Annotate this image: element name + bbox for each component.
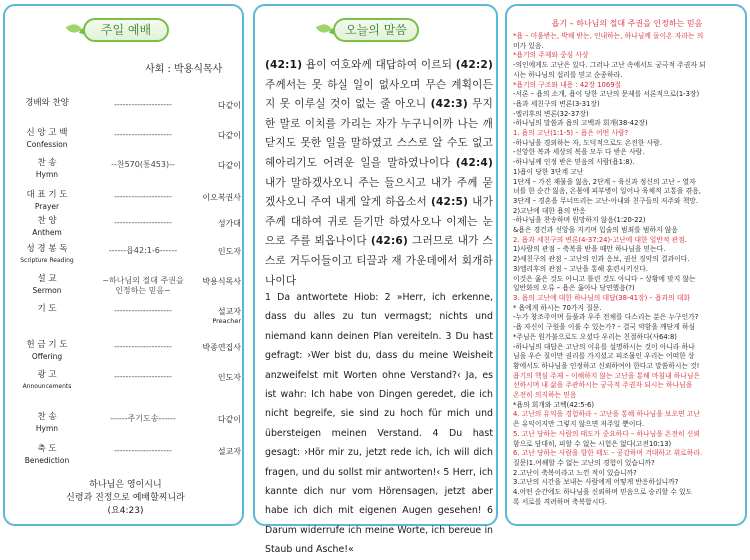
order-label-ko: 경배와 찬양 <box>25 98 69 108</box>
order-leader <box>199 192 241 203</box>
order-label <box>11 244 83 266</box>
notes-line: 3)엘리후의 관점 – 고난을 통해 훈련시키신다. <box>513 264 648 273</box>
order-label-ko: 광 고 <box>37 370 57 380</box>
verse-text: 그러므로 내가 스스로 거두어들이고 티끌과 재 가운데에서 회개하나이다 <box>265 235 493 287</box>
order-row <box>11 274 239 304</box>
order-leader <box>199 306 241 325</box>
order-label-en: Sermon <box>32 286 62 295</box>
order-detail-line: ------주기도송------ <box>110 414 176 423</box>
order-detail <box>89 246 197 256</box>
notes-line: -욥과 세친구의 변론(3-31장) <box>513 99 600 108</box>
order-leader <box>199 372 241 383</box>
order-leader-en: Preacher <box>212 317 241 325</box>
order-leader-name: 인도자 <box>217 247 241 256</box>
order-detail-line: ~하나님의 절대 주권을 <box>102 276 184 285</box>
notes-line: &욥은 경건과 신앙을 지키며 입술의 범죄를 범하지 않음 <box>513 226 678 235</box>
notes-line: 이것은 옳은 것도 아니고 틀린 것도 아니다 – 상황에 맞지 않는 <box>513 274 696 283</box>
notes-line: 함으로 담대히, 피할 수 없는 시험은 없다(고전10:13) <box>513 439 672 448</box>
notes-line: -하나님의 말씀과 욥의 고백과 회개(38-42장) <box>513 119 648 128</box>
notes-line: -엘리후의 변론(32-37장) <box>513 109 589 118</box>
order-label-ko: 성 경 봉 독 <box>26 244 68 254</box>
verse-text: 내가 말하겠사오니 주는 들으시고 내가 주께 묻겠사오니 주여 내게 알게 하옵소서 <box>265 176 493 209</box>
notes-line: 2)고난에 대한 욥의 반응 <box>513 206 586 215</box>
order-row <box>11 244 239 274</box>
order-label-en: Confession <box>26 140 68 149</box>
order-leader <box>199 276 241 287</box>
order-leader-name: 설교자 <box>217 447 241 456</box>
verse-ref: (42:4) <box>455 156 493 169</box>
notes-line: 1)사람의 관점 – 축복을 받을 때만 하나님을 믿는다. <box>513 245 666 254</box>
order-detail <box>89 306 197 316</box>
notes-line: *욥 – 미움받는, 박해 받는, 인내하는, 하나님께 돌이온 자라는 의 <box>513 32 704 40</box>
order-detail-line: -------------------- <box>114 342 172 351</box>
order-detail <box>89 192 197 202</box>
order-detail-line: -------------------- <box>114 100 172 109</box>
notes-line: -누가 창조주이며 들풀과 우주 전체를 다스리는 분은 누구인가? <box>513 313 699 322</box>
notes-line: *욥기의 구조와 내용 : 42장 1069절 <box>513 80 622 89</box>
order-row <box>11 340 239 370</box>
notes-line: -욥 자신이 구원을 이룰 수 있는가? – 결국 약함을 깨닫게 하심 <box>513 323 696 332</box>
notes-line: 4.어떤 순간에도 하나님을 신뢰하며 믿음으로 승리할 수 있도 <box>513 488 693 497</box>
order-detail <box>89 160 197 170</box>
order-detail-line: -------------------- <box>114 192 172 201</box>
order-detail <box>89 218 197 228</box>
notes-line: 1단계 – 가진 재물을 잃음, 2단계 – 육신과 정신의 고난 – 열자 <box>513 177 696 186</box>
notes-line: 3단계 – 경혼을 무너뜨리는 고난-아내와 친구들의 저주와 책망. <box>513 196 699 205</box>
order-label-ko: 헌 금 기 도 <box>26 340 68 350</box>
order-label-en: Benediction <box>24 456 70 465</box>
notes-line: 은 유익이지만 그렇지 않으면 저주일 뿐이다. <box>513 420 645 429</box>
notes-line: 온전히 의지하는 믿음 <box>513 391 577 400</box>
order-label-ko: 대 표 기 도 <box>26 190 68 200</box>
notes-line: 3. 욥의 고난에 대한 하나님의 대답(38-41장) – 욥과의 대화 <box>513 293 690 302</box>
order-label-ko: 기 도 <box>37 304 57 314</box>
order-leader-name: 다같이 <box>217 101 241 110</box>
order-leader <box>199 414 241 425</box>
notes-line: 일반화의 오류 – 욥은 옳아나 당연했음(?) <box>513 284 635 293</box>
verse-text: 주께서는 못 하실 일이 없사오며 무슨 계획이든지 못 이루실 것이 없는 줄 아오니 <box>265 78 493 111</box>
footer-line: 신령과 진정으로 예배할찌니라 <box>66 493 185 503</box>
order-label <box>11 340 83 362</box>
notes-line: *욥의 회개와 고백(42:5-6) <box>513 400 595 409</box>
panel-title: 주일 예배 <box>83 18 169 42</box>
order-detail-line: -------------------- <box>114 372 172 381</box>
order-label-en: Anthem <box>32 228 62 237</box>
notes-line: 2)세친구의 관점 – 고난의 인과 응보, 권선 징악의 결과이다. <box>513 255 690 264</box>
notes-line: 3.고난의 시간을 보내는 사람에게 어떻게 반응하십니까? <box>513 478 679 487</box>
order-label-en: Scripture Reading <box>20 257 74 264</box>
notes-line: 선하시며 내 삶을 주관하시는 궁극적 주권자 되시는 하나님을 <box>513 381 693 390</box>
order-detail <box>89 342 197 352</box>
order-leader-name: 박종연집사 <box>202 343 241 352</box>
order-leader-name: 이오복권사 <box>202 193 241 202</box>
order-label-ko: 찬 송 <box>37 412 57 422</box>
order-label <box>11 370 83 392</box>
order-label-ko: 설 교 <box>37 274 57 284</box>
notes-line: 황에서도 하나님을 인정하고 신뢰하여야 한다고 말씀하시는 것! <box>513 361 700 370</box>
order-detail-line: --찬570(통453)-- <box>111 160 175 169</box>
notes-line: -서론 – 욥의 소개, 욥이 당한 고난의 문제를 서론적으로(1-3장) <box>513 90 700 99</box>
order-row <box>11 128 239 158</box>
order-label <box>11 98 83 109</box>
order-leader-name: 인도자 <box>217 373 241 382</box>
notes-line: 시는 하나님의 섭리를 믿고 순종하라. <box>513 70 623 79</box>
order-detail-line: ------욥42:1-6------ <box>108 246 178 255</box>
order-leader <box>199 218 241 229</box>
order-label-ko: 축 도 <box>37 444 57 454</box>
scripture-panel <box>253 4 498 556</box>
presider: 사회 : 박용식목사 <box>145 64 223 75</box>
order-leader <box>199 246 241 257</box>
notes-line: 질문)1.여해할 수 없는 고난의 경험이 있습니까? <box>513 458 655 467</box>
order-leader-name: 다같이 <box>217 415 241 424</box>
order-detail <box>89 414 197 424</box>
order-row <box>11 158 239 188</box>
notes-title: 욥기 – 하나님의 절대 주권을 인정하는 믿음 <box>551 19 703 28</box>
notes-line: 1)욥이 당한 3단계 고난 <box>513 167 584 176</box>
order-leader <box>199 130 241 141</box>
order-leader-name: 설교자 <box>217 307 241 316</box>
order-label-en: Hymn <box>35 424 59 433</box>
verse-text: 무지한 말로 이치를 가리는 자가 누구니이까 나는 깨닫지도 못한 일을 말하였고 스스로 알 수도 없고 헤아리기도 어려운 일을 말하였나이다 <box>265 98 494 169</box>
order-label <box>11 128 83 150</box>
order-label <box>11 412 83 434</box>
order-detail <box>89 130 197 140</box>
notes-line: 1. 욥의 고난(1:1-5) – 욥은 어떤 사람? <box>513 129 629 138</box>
notes-line: *주님은 원가불으로도 오셨다 우리는 친절하다(사64:8) <box>513 332 677 341</box>
verse-ref: (42:6) <box>370 235 409 248</box>
order-row <box>11 444 239 474</box>
order-detail <box>89 372 197 382</box>
order-row <box>11 370 239 400</box>
notes-line: 욥기의 핵심 주제 – 이해하지 않는 고난을 통해 마침내 하나님은 <box>513 371 700 380</box>
order-row <box>11 98 239 128</box>
notes-line: 2. 욥과 세친구의 변론(4-37:24)-고난에 대한 일반적 관점. <box>513 235 687 244</box>
verse-text: 내가 주께 대하여 귀로 듣기만 하였사오나 이제는 눈으로 주를 뵈옵나이다 <box>265 196 494 248</box>
verse-ref: (42:2) <box>455 59 493 71</box>
order-leader <box>199 100 241 111</box>
order-leader-name: 다같이 <box>217 161 241 170</box>
order-label-en: Announcements <box>22 383 72 390</box>
notes-line: -신앙한 복과 세상의 복을 모두 다 받은 사람. <box>513 148 645 157</box>
notes-line: 2.고난이 축복이라고 느낀 적이 있습니까? <box>513 468 637 477</box>
order-label <box>11 216 83 238</box>
order-detail-line: -------------------- <box>114 218 172 227</box>
notes-line: -하나님을 찬송하며 원망하지 않음(1:20-22) <box>513 216 646 225</box>
verse-ref: (42:1) <box>265 59 303 71</box>
notes-line: -하나님을 경외하는 자, 도덕적으로도 온전한 사람. <box>513 138 662 147</box>
german-scripture: 1 Da antwortete Hiob: 2 »Herr, ich erkenne, dass du alles zu tun vermagst; nichts und niemand kann deinen Plan vereiteln. 3 Du hast gefragt: ›Wer bist du, dass du meine Weisheit anzweifelst mit Worten ohne Verstand?‹ Ja, es ist wahr: Ich habe von Dingen geredet, die ich nicht begreife, sie sind zu hoch für mich und übersteigen meinen Verstand. 4 Du hast gesagt: ›Hör mir zu, jetzt rede ich, ich will dich fragen, und du sollst mir antworten!‹ 5 Herr, ich kannte dich nur vom Hörensagen, jetzt aber habe ich dich mit eigenen Augen gesehen! 6 Darum widerrufe ich meine Worte, ich bereue in Staub und Asche!« <box>265 292 493 556</box>
notes-body <box>513 32 743 507</box>
order-leader <box>199 446 241 457</box>
order-label <box>11 190 83 212</box>
order-label <box>11 304 83 315</box>
notes-line: 5. 고난 당하는 사람의 태도가 중요하다 – 하나님을 온전히 신뢰 <box>513 429 700 438</box>
order-row <box>11 304 239 334</box>
order-detail <box>89 446 197 456</box>
footer-line: 하나님은 영이시니 <box>89 480 162 490</box>
order-row <box>11 412 239 442</box>
sermon-notes-panel <box>505 4 747 526</box>
order-label-en: Prayer <box>34 202 60 211</box>
verse-text: 욥이 여호와께 대답하여 이르되 <box>302 59 456 71</box>
panel-title: 오늘의 말씀 <box>333 18 419 42</box>
footer-line: (요4:23) <box>107 506 144 516</box>
worship-order-panel <box>3 4 244 526</box>
order-detail-line: -------------------- <box>114 306 172 315</box>
order-leader <box>199 342 241 353</box>
order-label <box>11 444 83 466</box>
order-label-en: Offering <box>31 352 63 361</box>
notes-line: 녀를 한 순간 잃음, 온몸에 피부병이 일어나 육체적 고통을 겪음, <box>513 187 701 196</box>
order-label-ko: 신 앙 고 백 <box>26 128 68 138</box>
order-detail-line: 인정하는 믿음~ <box>115 286 171 295</box>
order-label-en: Hymn <box>35 170 59 179</box>
verse-ref: (42:5) <box>430 196 469 209</box>
notes-line: 록 서로를 격려하며 축복합시다. <box>513 497 607 506</box>
order-label <box>11 158 83 180</box>
order-leader-name: 다같이 <box>217 131 241 140</box>
order-row <box>11 216 239 246</box>
footer-verse <box>5 479 246 518</box>
notes-line: 6. 고난 당하는 사람을 향한 태도 – 공감하며 겨대하고 위로하라. <box>513 449 703 458</box>
order-detail-line: -------------------- <box>114 446 172 455</box>
order-leader <box>199 160 241 171</box>
order-leader-name: 박용식목사 <box>202 277 241 286</box>
order-label-ko: 찬 양 <box>37 216 57 226</box>
notes-line: * 욥에게 하시는 70가지 질문. <box>513 303 602 312</box>
order-detail <box>89 100 197 110</box>
notes-line: 미가 있음. <box>513 41 544 50</box>
notes-line: *욥기의 주제와 중심 사상 <box>513 51 589 60</box>
notes-line: -하나님의 대답은 고난의 이유를 설명하시는 것이 아니라 하나 <box>513 342 695 351</box>
order-detail-line: -------------------- <box>114 130 172 139</box>
order-label-ko: 찬 송 <box>37 158 57 168</box>
notes-line: 님을 우슨 질이만 권리를 가지셨고 피조물인 우리는 어떠한 상 <box>513 352 695 361</box>
order-leader-name: 성가대 <box>217 219 241 228</box>
notes-line: 4. 고난의 유익을 경험하라 – 고난을 통해 하나님을 보오면 고난 <box>513 410 700 419</box>
notes-line: -의인에게도 고난은 있다. 그러나 고난 속에서도 궁극적 주권자 되 <box>513 61 706 70</box>
verse-ref: (42:3) <box>430 98 468 111</box>
order-label <box>11 274 83 296</box>
notes-line: -하나님께 인정 받은 믿음의 사람(욥1:8). <box>513 158 635 167</box>
order-detail <box>89 276 197 296</box>
korean-scripture <box>265 56 493 291</box>
